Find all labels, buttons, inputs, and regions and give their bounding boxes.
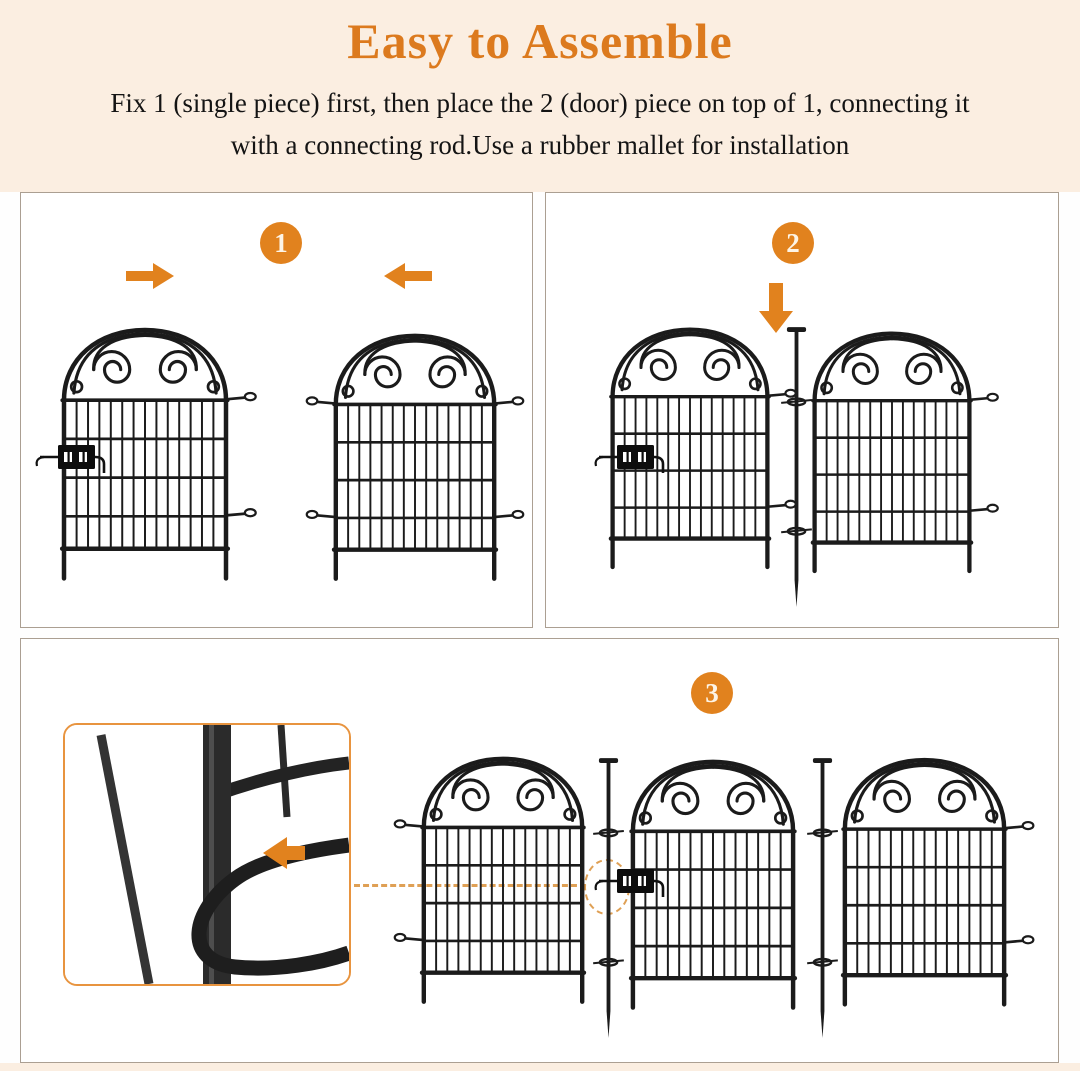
step-3-panel bbox=[20, 638, 1059, 1063]
page-title: Easy to Assemble bbox=[347, 13, 733, 69]
connecting-rod bbox=[785, 325, 808, 613]
step-2-panel bbox=[545, 192, 1059, 628]
fence-panel-single bbox=[415, 750, 591, 1014]
bottom-margin bbox=[0, 1063, 1080, 1071]
fence-panel-door bbox=[327, 327, 503, 591]
arrow-left-icon bbox=[384, 263, 432, 289]
connection-detail-photo bbox=[65, 725, 349, 984]
subtitle-line-2: with a connecting rod.Use a rubber mallet for installation bbox=[230, 130, 850, 160]
step-1-badge: 1 bbox=[260, 222, 302, 264]
connection-detail-inset bbox=[63, 723, 351, 986]
connecting-rod bbox=[811, 754, 834, 1046]
gate-latch bbox=[592, 865, 682, 899]
fence-panel-door bbox=[806, 325, 978, 583]
connecting-rod bbox=[597, 754, 620, 1046]
subtitle-line-1: Fix 1 (single piece) first, then place the 2 (door) piece on top of 1, connecting it bbox=[110, 88, 970, 118]
gate-latch bbox=[592, 441, 682, 475]
fence-panel-single bbox=[836, 751, 1013, 1017]
step-2-badge: 2 bbox=[772, 222, 814, 264]
gate-latch bbox=[33, 441, 123, 475]
arrow-right-icon bbox=[126, 263, 174, 289]
step-1-panel bbox=[20, 192, 533, 628]
step-3-badge: 3 bbox=[691, 672, 733, 714]
